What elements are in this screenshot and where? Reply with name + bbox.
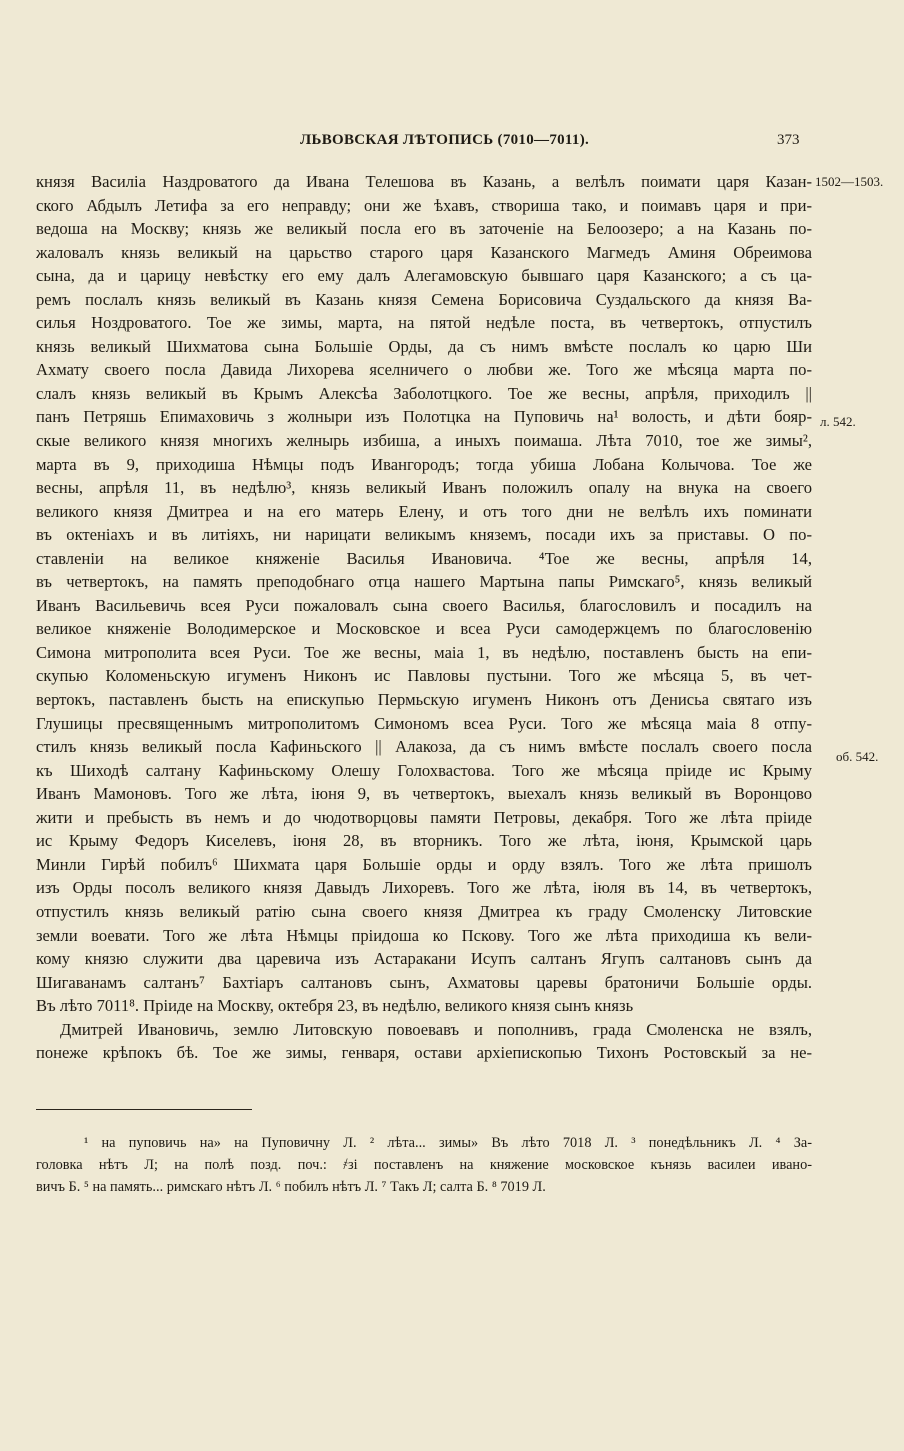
footnote-line: ¹ на пуповичь на» на Пуповичну Л. ² лѣта... зимы» Въ лѣто 7018 Л. ³ понедѣльникъ Л. ⁴ За- (84, 1135, 812, 1151)
text-line: Ахмату своего посла Давида Лихорева яселничего о любви же. Того же мѣсяца марта по- (36, 360, 812, 380)
text-line: Дмитрей Ивановичь, землю Литовскую повоевавъ и пополнивъ, града Смоленска не взялъ, (60, 1019, 812, 1039)
text-line: ского Абдылъ Летифа за его неправду; они же ѣхавъ, створиша тако, и поимавъ царя и при- (36, 195, 812, 215)
text-line: земли воевати. Того же лѣта Нѣмцы пріидоша ко Пскову. Того же лѣта приходиша къ вели- (36, 925, 812, 945)
footnote-separator (36, 1109, 252, 1110)
text-line: въ октеніахъ и въ литіяхъ, ни нарицати великымъ княземъ, посади ихъ за приставы. О по- (36, 525, 812, 545)
text-line: скупью Коломеньскую игуменъ Никонъ ис Павловы пустыни. Того же мѣсяца 5, въ чет- (36, 666, 812, 686)
text-line: великое княженіе Володимерское и Московское и всеа Руси самодержцемъ по благословенію (36, 619, 812, 639)
text-line: къ Шиходѣ салтану Кафиньскому Олешу Голохвастова. Того же мѣсяца пріиде ис Крыму (36, 760, 812, 780)
footnote-line: головка нѣтъ Л; на полѣ позд. поч.: ҂зі поставленъ на княжение московское кънязь василеи ивано- (36, 1157, 812, 1173)
page-header (0, 132, 904, 156)
margin-note-years: 1502—1503. (815, 174, 884, 189)
text-line: стилъ князь великый посла Кафиньского || Алакоза, да съ нимъ вмѣсте послалъ своего посла (36, 737, 812, 757)
text-line: скые великого князя многихъ желнырь избиша, а иныхъ поимаша. Лѣта 7010, тое же зимы², (36, 431, 812, 451)
page-number: 373 (777, 132, 800, 148)
margin-note-leaf-542-verso: об. 542. (836, 749, 879, 764)
text-line: жаловалъ князь великый на царьство старого царя Казанского Магмедъ Аминя Обреимова (36, 242, 812, 262)
text-line: Въ лѣто 7011⁸. Пріиде на Москву, октебря 23, въ недѣлю, великого князя сынъ князь (36, 996, 634, 1016)
text-line: отпустилъ князь великый ратію сына своего князя Дмитреа къ граду Смоленску Литовские (36, 901, 812, 921)
text-line: жити и пребысть въ немъ и до чюдотворцовы памяти Петровы, декабря. Того же лѣта пріиде (36, 807, 812, 827)
text-line: Минли Гирѣй побилъ⁶ Шихмата царя Большіе орды и орду взялъ. Того же лѣта пришолъ (36, 854, 812, 874)
text-line: ремъ послалъ князь великый въ Казань князя Семена Борисовича Суздальского да князя Ва- (36, 289, 812, 309)
text-line: панъ Петряшь Епимаховичь з жолныри изъ Полотцка на Пуповичь на¹ волость, и дѣти бояр- (36, 407, 812, 427)
text-line: въ четвертокъ, на память преподобнагo отца нашего Мартына папы Римскаго⁵, князь великый (36, 572, 812, 592)
text-line: князя Василіа Наздроватого да Ивана Телешова въ Казань, а велѣлъ поимати царя Казан- (36, 172, 812, 191)
text-line: марта въ 9, приходиша Нѣмцы подъ Ивангородъ; тогда убиша Лобана Колычова. Тое же (36, 454, 812, 474)
text-line: слалъ князь великый въ Крымъ Алексѣа Заболотцкого. Тое же весны, апрѣля, приходилъ || (36, 383, 812, 403)
text-line: ведоша на Москву; князь же великый посла его въ заточеніе на Белоозеро; а на Казань по- (36, 219, 812, 239)
text-line: Иванъ Васильевичь всея Руси пожаловалъ сына своего Василья, благословилъ и посадилъ на (36, 595, 812, 615)
text-line: изъ Орды посолъ великого князя Давыдъ Лихоревъ. Того же лѣта, іюля въ 14, въ четвертокъ, (36, 878, 812, 898)
main-text (36, 170, 812, 1065)
text-line: Шигаванамъ салтанъ⁷ Бахтіаръ салтановъ сынъ, Ахматовы царевы братоничи Большіе орды. (36, 972, 812, 992)
text-line: силья Ноздроватого. Тое же зимы, марта, на пятой недѣле поста, въ четвертокъ, отпустилъ (36, 313, 812, 333)
text-line: вертокъ, паставленъ бысть на епискупью Пермьскую игуменъ Никонъ отъ Денисьа святаго изъ (36, 690, 812, 710)
text-line: Иванъ Мамоновъ. Того же лѣта, іюня 9, въ четвертокъ, выехалъ князь великый въ Воронцово (36, 784, 812, 804)
text-line: ис Крыму Федоръ Киселевъ, іюня 28, въ вторникъ. Того же лѣта, іюня, Крымской царь (36, 831, 812, 851)
text-line: сына, да и царицу невѣстку его ему далъ Алегамовскую бывшаго царя Казанского; а съ ца- (36, 266, 812, 286)
text-line: князь великый Шихматова сына Большіе Орды, да съ нимъ вмѣсте послалъ ко царю Ши (36, 336, 812, 356)
text-line: понеже крѣпокъ бѣ. Тое же зимы, генваря, остави архіепископью Тихонъ Ростовскый за не- (36, 1043, 812, 1063)
text-line: кому князю служити два царевича изъ Астаракани Исупъ салтанъ Ягупъ салтановъ сынъ да (36, 949, 812, 969)
running-title: ЛЬВОВСКАЯ ЛѢТОПИСЬ (7010—7011). (300, 132, 590, 148)
text-line: великого князя Дмитреа и на его матерь Елену, и отъ того дни не велѣлъ ихъ поминати (36, 501, 812, 521)
footnote-line: вичъ Б. ⁵ на память... римскаго нѣтъ Л. ⁶ побилъ нѣтъ Л. ⁷ Такъ Л; салта Б. ⁸ 7019 Л. (36, 1179, 546, 1195)
margin-note-leaf-542: л. 542. (820, 414, 856, 429)
footnotes (36, 1132, 812, 1198)
text-line: ставленіи на великое княженіе Василья Ивановича. ⁴Тое же весны, апрѣля 14, (36, 548, 812, 568)
text-line: Симона митрополита всея Руси. Тое же весны, маіа 1, въ недѣлю, поставленъ бысть на епи- (36, 642, 812, 662)
text-line: Глушицы пресвященнымъ митрополитомъ Симономъ всеа Руси. Того же мѣсяца маіа 8 отпу- (36, 713, 812, 733)
text-line: весны, апрѣля 11, въ недѣлю³, князь великый Иванъ положилъ опалу на внука на своего (36, 478, 812, 498)
